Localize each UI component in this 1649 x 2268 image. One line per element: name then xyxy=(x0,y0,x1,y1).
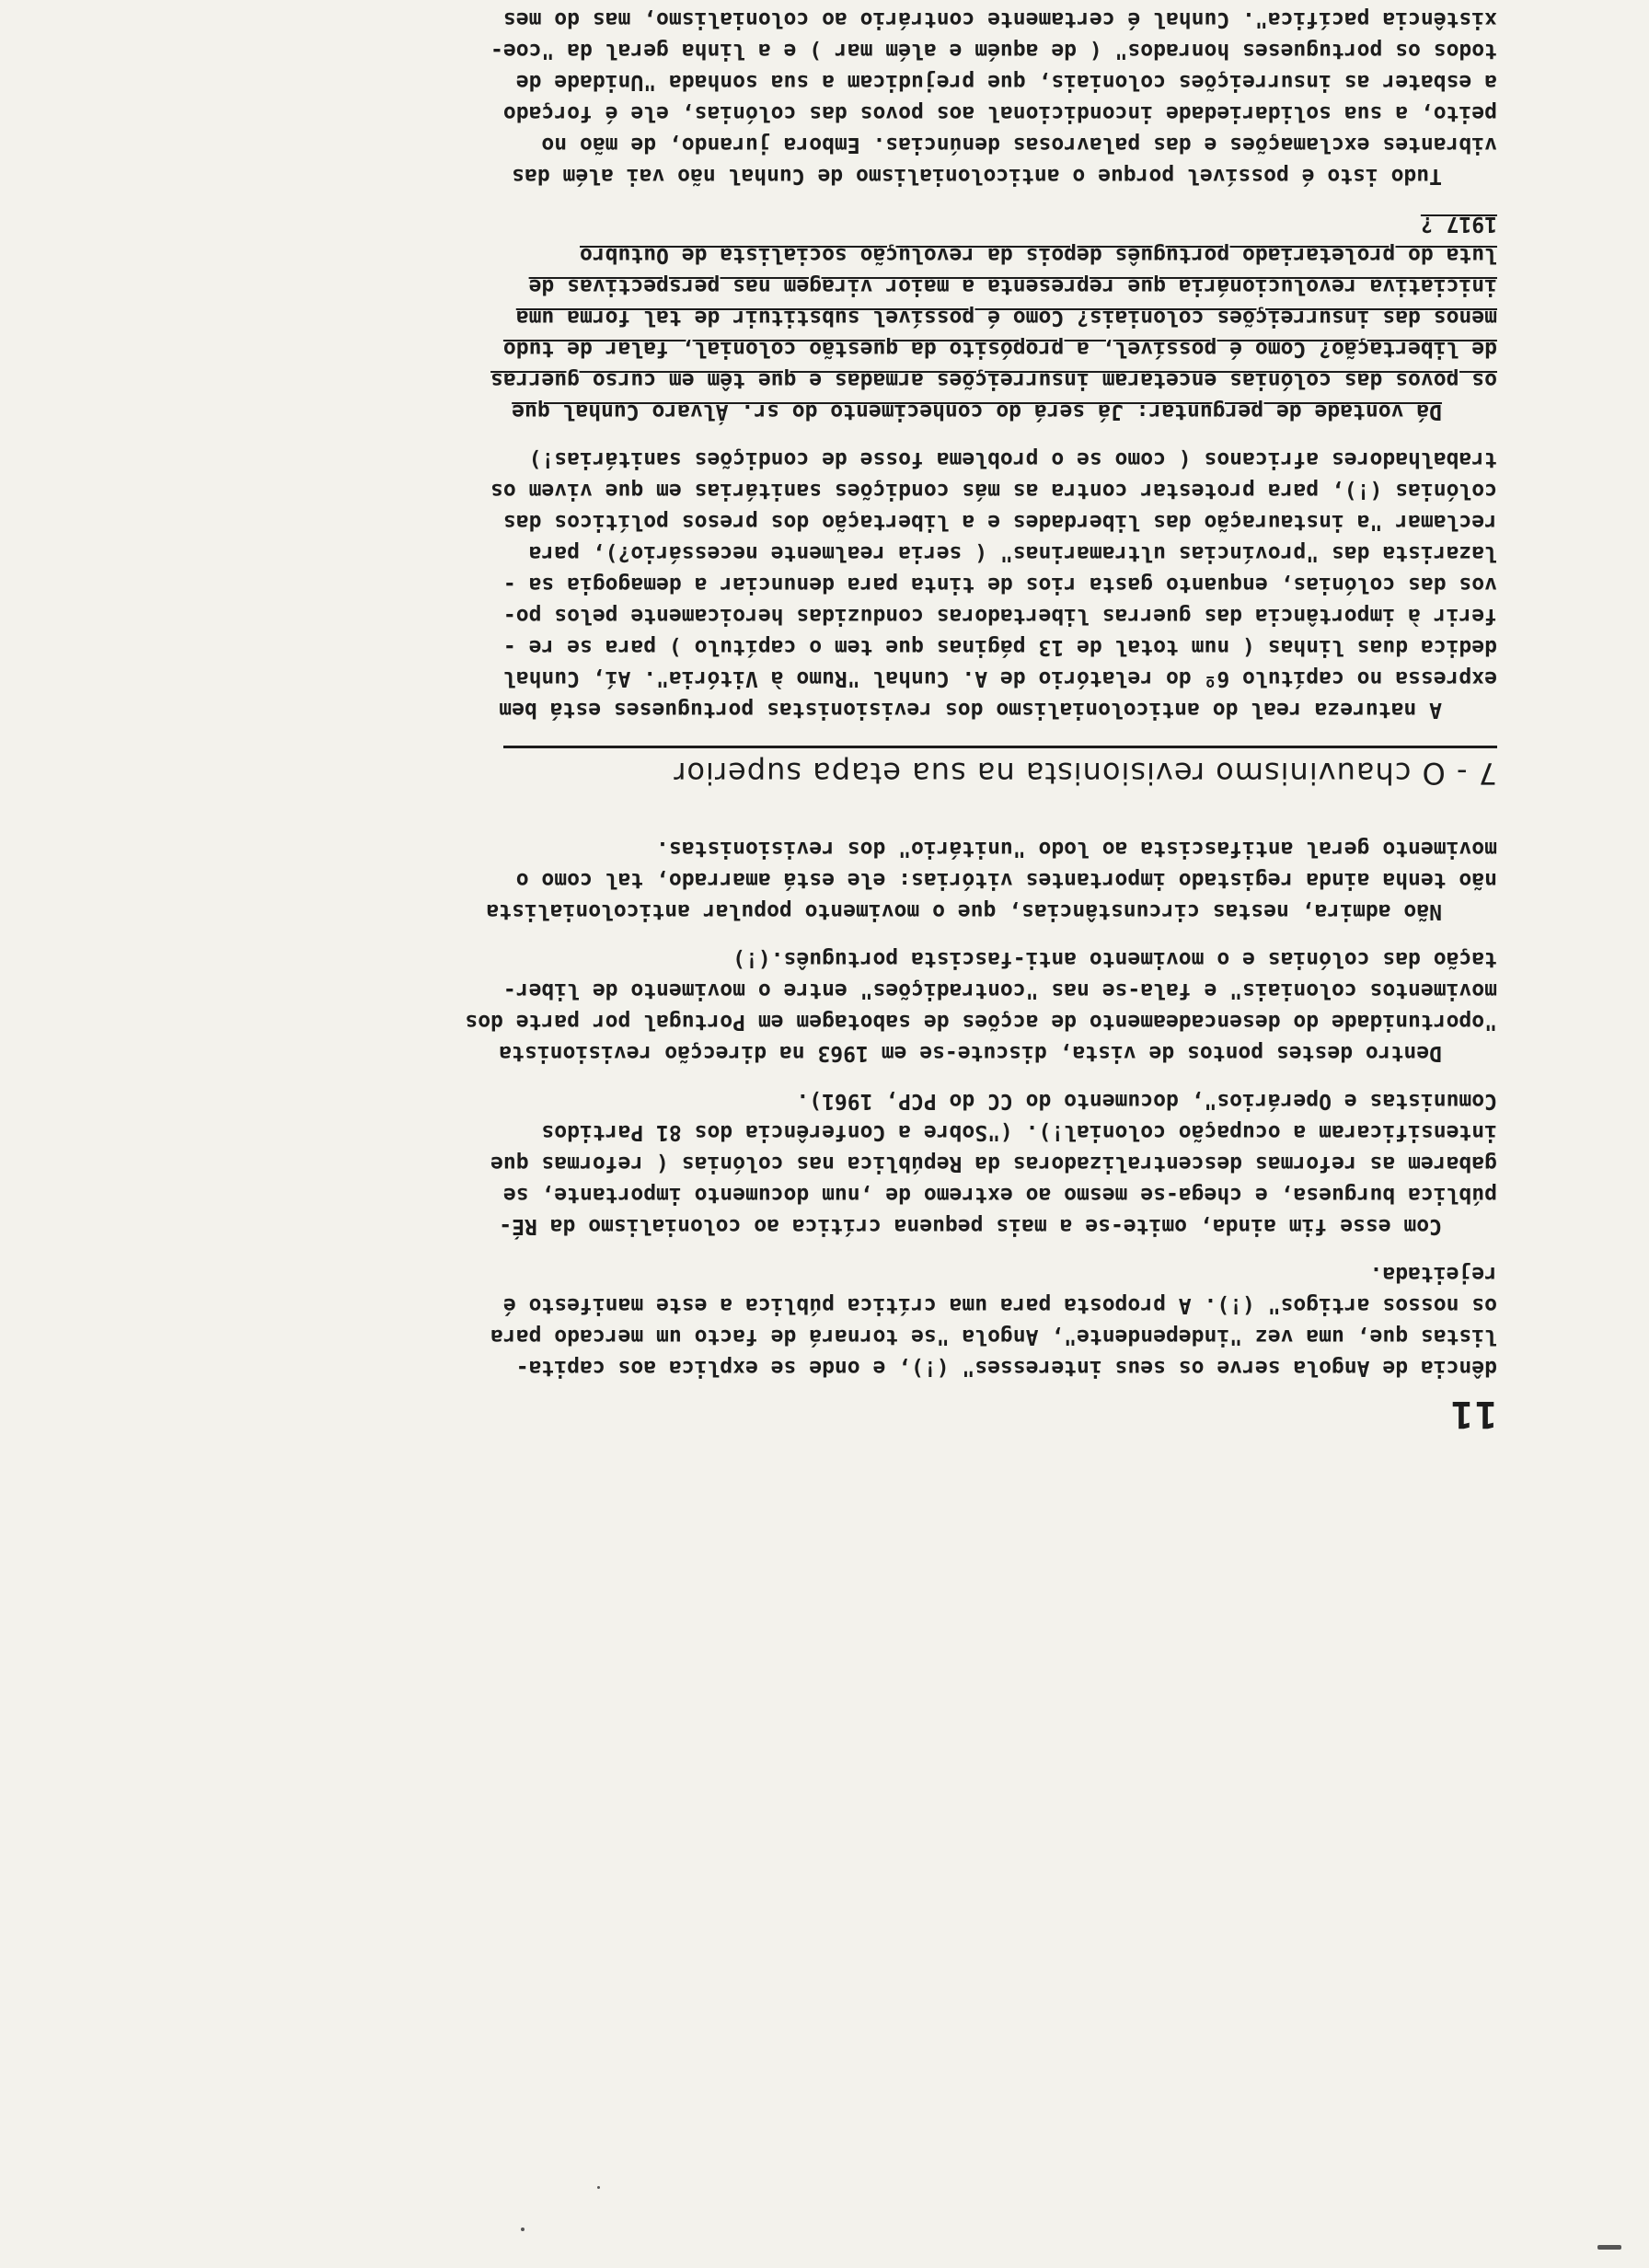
scan-speck xyxy=(1597,2245,1621,2250)
paragraph-continuation: dência de Angola serve os seus interesses" (!), e onde se explica aos capita- listas que, uma vez "independente", Angola "se tornará de facto um mercado para os nossos artigos" (!). A proposta para uma crítica pública a este manifesto é rejeitada. xyxy=(490,1262,1497,1380)
paragraph: Com esse fim ainda, omite-se a mais pequena crítica ao colonialismo da RÉ- pública burguesa, e chega-se mesmo ao extremo de ,num documento importante, se gabarem as reformas descentralizadoras da República nas colónias ( reformas que intensificaram a ocupação colonial!). ("Sobre a Conferência dos 81 Partidos Comunistas e Operários", documento do CC do PCP, 1961). xyxy=(490,1089,1497,1238)
heading-underline xyxy=(503,746,1497,748)
document-body xyxy=(126,0,1497,1435)
paragraph: Não admira, nestas circunstâncias, que o movimento popular anticolonialista não tenha ainda registado importantes vitórias: ele está amarrado, tal como o movimento geral antifascista ao lodo "unitário" dos revisionistas. xyxy=(486,837,1497,923)
paragraph: Dentro destes pontos de vista, discute-se em 1963 na direcção revisionista "oportunidade do desencadeamento de acções de sabotagem em Portugal por parte dos movimentos coloniais" e fala-se nas "contradições" entre o movimento de liber- tação das colónias e o movimento anti-fascista português.(!) xyxy=(465,947,1497,1065)
paragraph-underlined: Dá vontade de perguntar: Já será do conhecimento do sr. Álvaro Cunhal que os povos das colónias encetaram insurreições armadas e que têm em curso guerras de libertação? Como é possível, a propósito da questão colonial, falar de tudo menos das insurreições coloniais? Como é possível substituir de tal forma uma iniciativa revolucionária que representa a maior viragem nas perspectivas de luta do proletariado português depois da revolução socialista de Outubro 1917 ? xyxy=(490,212,1497,423)
page-number: 11 xyxy=(1448,1393,1497,1435)
section-heading: 7 - O chauvinismo revisionista na sua etapa superior xyxy=(673,756,1497,791)
paragraph: A natureza real do anticolonialismo dos revisionistas portugueses está bem expressa no capítulo 6º do relatório de A. Cunhal "Rumo à Vitória". Aí, Cunhal dedica duas linhas ( num total de 13 páginas que tem o capítulo ) para se re - ferir à importância das guerras libertadoras conduzidas heroicamente pelos po- vos das colónias, enquanto gasta rios de tinta para denunciar a demagogia sa - lazarista das "províncias ultramarinas" ( seria realmente necessário?), para reclamar "a instauração das liberdades e a libertação dos presos políticos das colónias (!), para protestar contra as más condições sanitárias em que vivem os trabalhadores africanos ( como se o problema fosse de condições sanitárias!) xyxy=(490,447,1497,722)
scan-speck xyxy=(521,2228,525,2231)
paragraph: Tudo isto é possível porque o anticolonialismo de Cunhal não vai além das vibrantes exclamações e das palavrosas denúncias. Embora jurando, de mão no peito, a sua solidariedade incondicional aos povos das colónias, ele é forçado a esbater as insurreições coloniais, que prejudicam a sua sonhada "Unidade de todos os portugueses honrados" ( de aquém e além mar ) e a linha geral da "coe- xistência pacífica". Cunhal é certamente contrário ao colonialismo, mas do mes xyxy=(490,7,1497,188)
scan-speck xyxy=(597,2186,600,2189)
